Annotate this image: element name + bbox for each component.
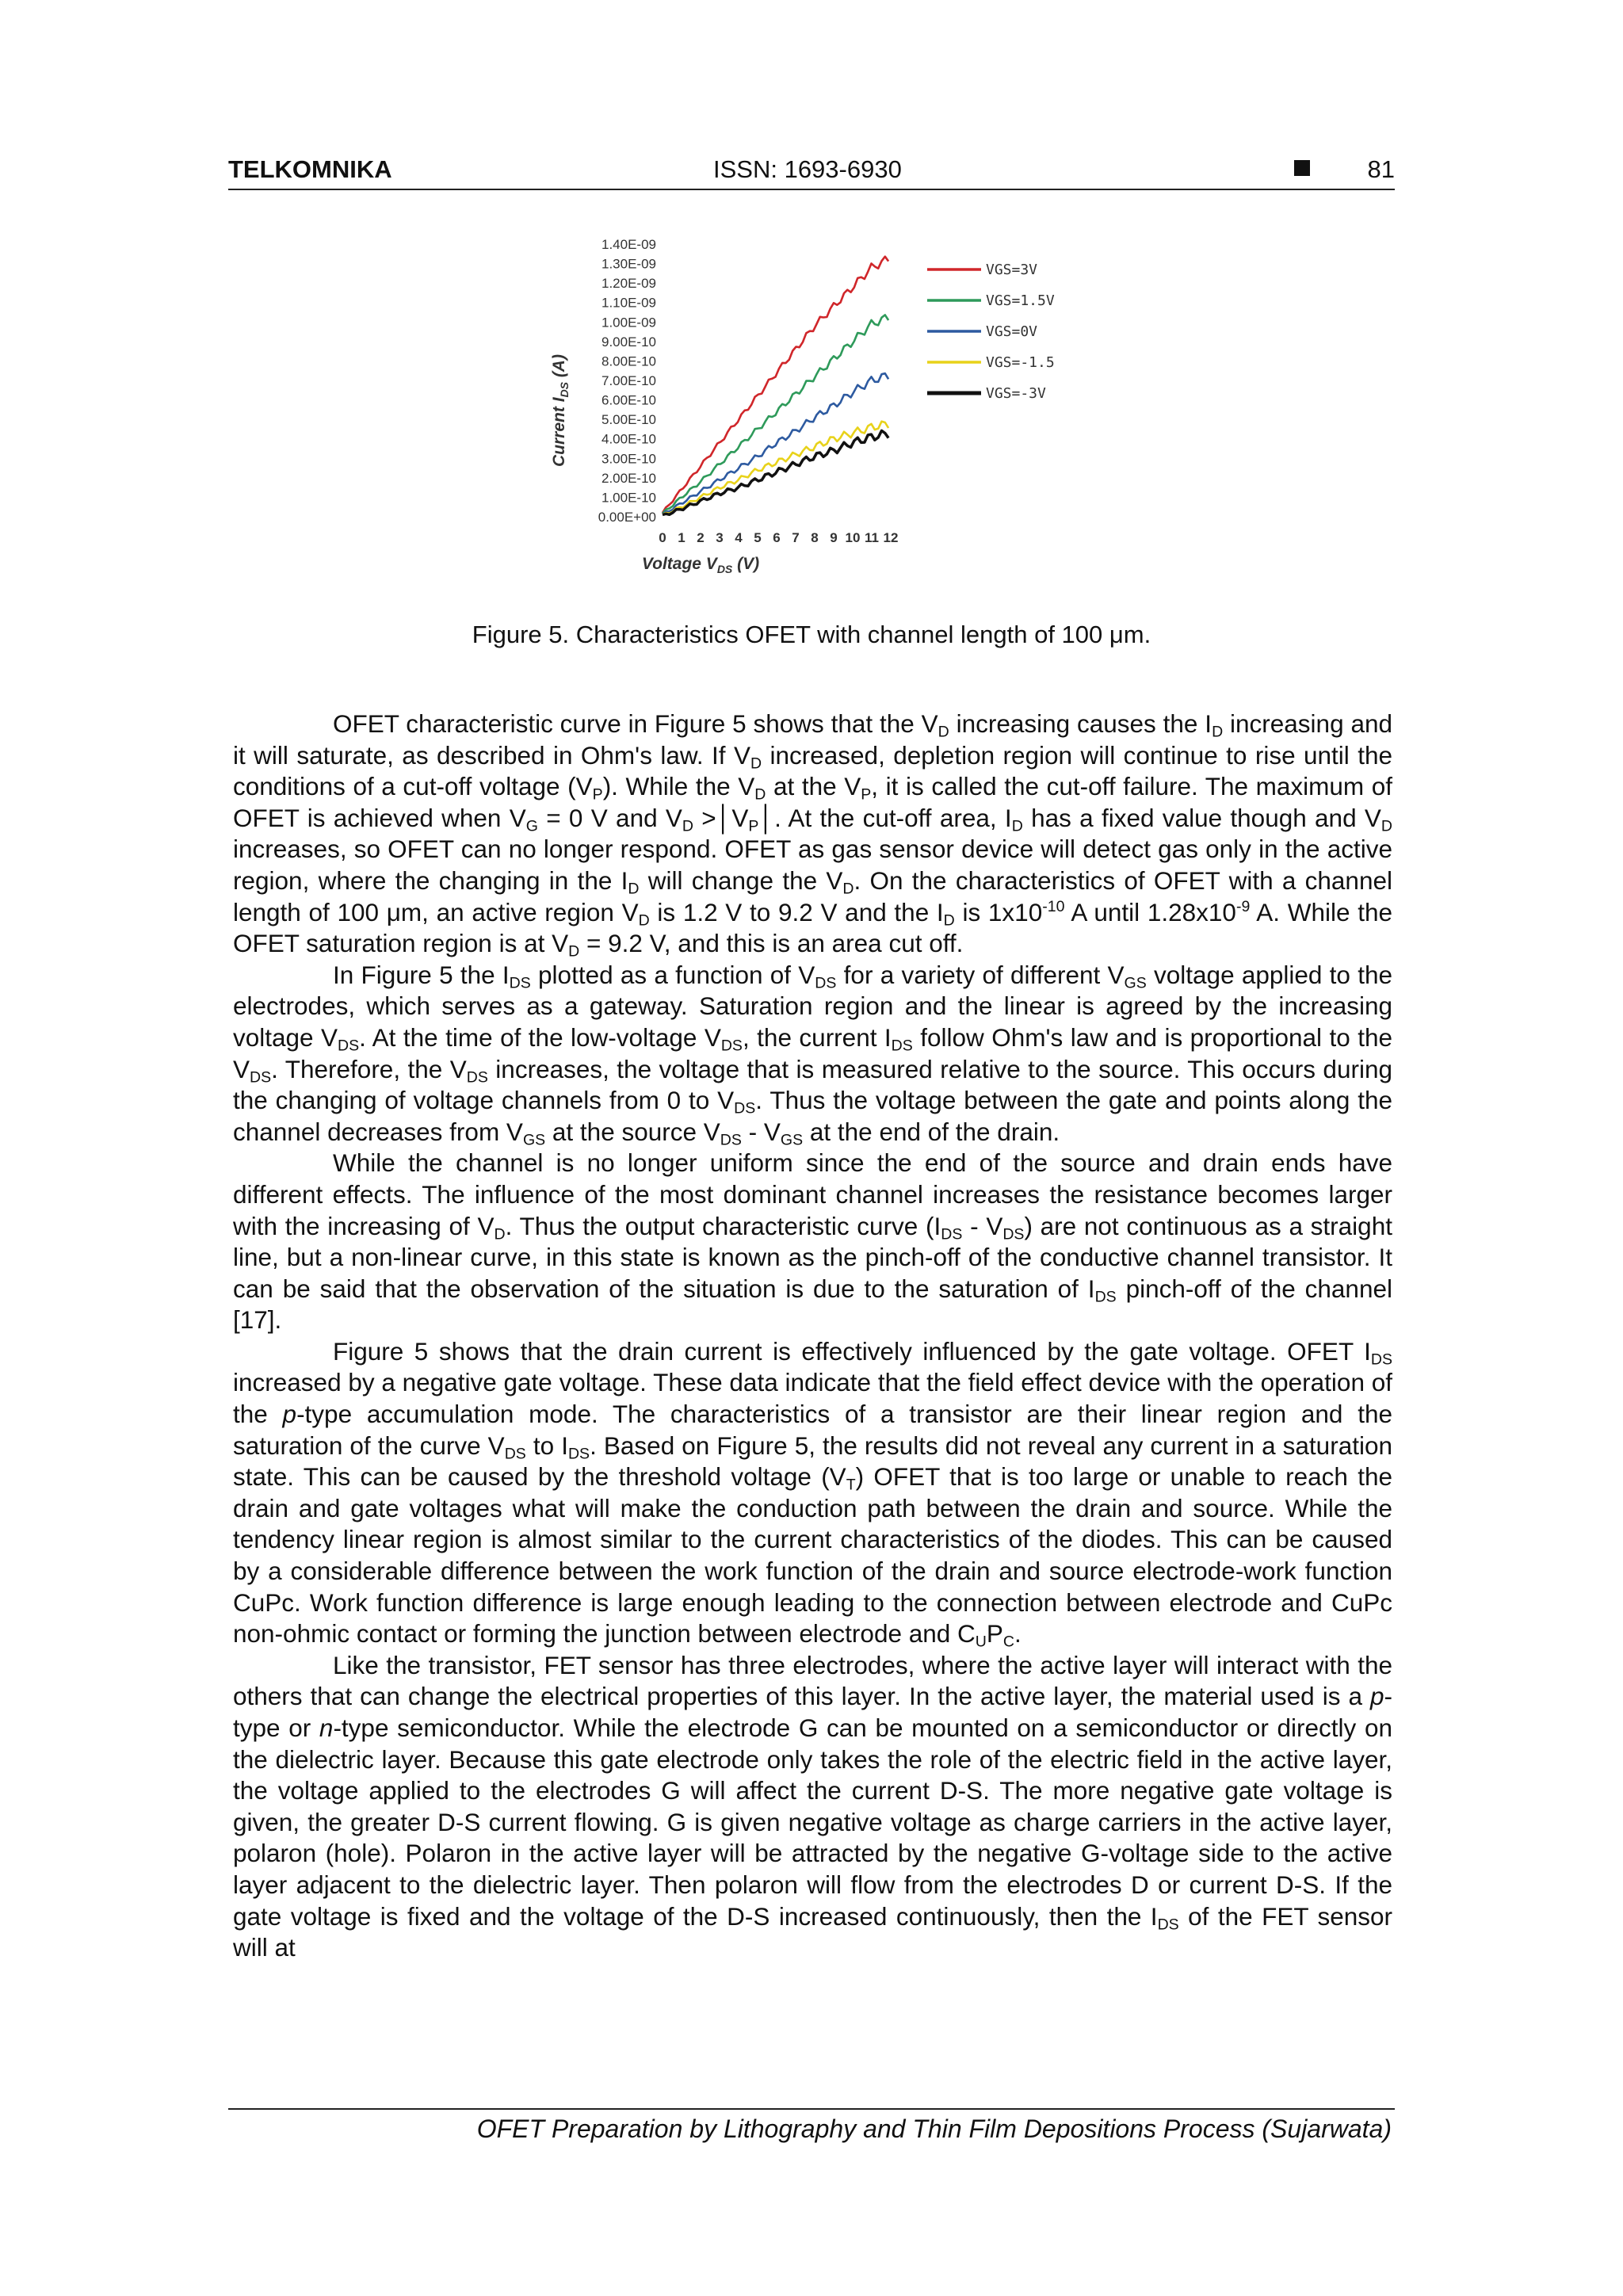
y-axis-title: Current $I_{DS}$ (A) [550,354,571,467]
y-tick-label: 1.20E-09 [601,276,656,292]
x-tick-label: 12 [883,530,899,545]
y-tick-label: 1.30E-09 [601,256,656,272]
footer-rule [228,2108,1395,2110]
x-axis-title: Voltage $V_{DS}$ (V) [641,555,760,575]
y-tick-label: 1.40E-09 [601,237,656,252]
legend-label: VGS=-3V [986,385,1046,402]
y-tick-label: 0.00E+00 [598,510,656,525]
y-tick-label: 2.00E-10 [601,470,656,486]
x-tick-label: 9 [830,530,838,545]
running-title: OFET Preparation by Lithography and Thin Film Depositions Process (Sujarwata) [476,2115,1392,2143]
y-tick-label: 4.00E-10 [601,431,656,447]
x-tick-label: 6 [773,530,781,545]
x-tick-label: 11 [865,530,879,545]
x-tick-label: 2 [697,530,705,545]
series-line-2 [663,373,888,514]
y-tick-label: 6.00E-10 [601,392,656,408]
x-tick-label: 10 [845,530,861,545]
x-tick-label: 8 [811,530,819,545]
y-tick-label: 3.00E-10 [601,451,656,467]
x-tick-label: 7 [792,530,800,545]
figure-caption: Figure 5. Characteristics OFET with channel length of 100 μm. [472,621,1151,648]
ids-vds-chart [523,230,1125,594]
y-tick-label: 1.10E-09 [601,295,656,311]
x-tick-label: 5 [754,530,762,545]
y-tick-label: 1.00E-10 [601,490,656,506]
x-tick-label: 3 [716,530,724,545]
header-rule [228,189,1395,190]
y-tick-label: 9.00E-10 [601,334,656,350]
page-number: 81 [1367,155,1395,183]
paragraph: Like the transistor, FET sensor has three electrodes, where the active layer will interact with the others that can change the electrical properties of this layer. In the active layer, the material used is a p-type or n-type semiconductor. While the electrode G can be mounted on a semiconductor or directly on the dielectric layer. Because this gate electrode only takes the role of the electric field in the active layer, the voltage applied to the electrodes G will affect the current D-S. The more negative gate voltage is given, the greater D-S current flowing. G is given negative voltage as charge carriers in the active layer, polaron (hole). Polaron in the active layer will be attracted by the negative G-voltage side to the active layer adjacent to the dielectric layer. Then polaron will flow from the electrodes D or current D-S. If the gate voltage is fixed and the voltage of the D-S increased continuously, then the $I_{DS}$ of the FET sensor will at [233,1650,1392,1962]
y-tick-label: 1.00E-09 [601,315,656,330]
journal-name: TELKOMNIKA [228,155,392,183]
legend-label: VGS=3V [986,262,1038,278]
legend-label: VGS=0V [986,323,1038,340]
legend-label: VGS=1.5V [986,292,1055,309]
paragraph: In Figure 5 the $I_{DS}$ plotted as a function of $V_{DS}$ for a variety of different $V_{GS}$ voltage applied to the electrodes, which serves as a gateway. Saturation region and the linear is agreed by the increasing voltage $V_{DS}$. At the time of the low-voltage $V_{DS}$, the current $I_{DS}$ follow Ohm's law and is proportional to the $V_{DS}$. Therefore, the $V_{DS}$ increases, the voltage that is measured relative to the source. This occurs during the changing of voltage channels from 0 to $V_{DS}$. Thus the voltage between the gate and points along the channel decreases from $V_{GS}$ at the source $V_{DS} - V_{GS}$ at the end of the drain. [233,960,1393,1149]
body-text [233,709,1392,1964]
series-line-1 [663,315,888,514]
page-header [228,155,1395,187]
paragraph: While the channel is no longer uniform since the end of the source and drain ends have different effects. The influence of the most dominant channel increases the resistance becomes larger with the increasing of $V_D$. Thus the output characteristic curve $(I_{DS} - V_{DS})$ are not continuous as a straight line, but a non-linear curve, in this state is known as the pinch-off of the conductive channel transistor. It can be said that the observation of the situation is due to the saturation of $I_{DS}$ pinch-off of the channel [17]. [233,1148,1392,1335]
paragraph: Figure 5 shows that the drain current is effectively influenced by the gate voltage. OFET $I_{DS}$ increased by a negative gate voltage. These data indicate that the field effect device with the operation of the p-type accumulation mode. The characteristics of a transistor are their linear region and the saturation of the curve $V_{DS}$ to $I_{DS}$. Based on Figure 5, the results did not reveal any current in a saturation state. This can be caused by the threshold voltage $(V_T)$ OFET that is too large or unable to reach the drain and gate voltages what will make the conduction path between the drain and source. While the tendency linear region is almost similar to the current characteristics of the diodes. This can be caused by a considerable difference between the work function of the drain and source electrode-work function CuPc. Work function difference is large enough leading to the connection between electrode and CuPc non-ohmic contact or forming the junction between electrode and $C_UP_C$. [233,1336,1392,1651]
x-tick-label: 4 [735,530,743,545]
square-bullet-icon [1294,160,1310,176]
series-line-3 [663,422,888,514]
y-tick-label: 7.00E-10 [601,373,656,388]
y-tick-label: 5.00E-10 [601,412,656,428]
legend-label: VGS=-1.5 [986,354,1055,371]
figure-5 [523,230,1125,594]
y-tick-label: 8.00E-10 [601,353,656,369]
paragraph: OFET characteristic curve in Figure 5 shows that the $V_D$ increasing causes the $I_D$ increasing and it will saturate, as described in Ohm's law. If $V_D$ increased, depletion region will continue to rise until the conditions of a cut-off voltage $(V_P)$. While the $V_D$ at the $V_P$, it is called the cut-off failure. The maximum of OFET is achieved when $V_G = 0$ V and $V_D$ $>│V_P│$. At the cut-off area, $I_D$ has a fixed value though and $V_D$ increases, so OFET can no longer respond. OFET as gas sensor device will detect gas only in the active region, where the changing in the $I_D$ will change the $V_D$. On the characteristics of OFET with a channel length of 100 μm, an active region $V_D$ is 1.2 V to 9.2 V and the $I_D$ is $1x10^{-10}$ A until $1.28x10^{-9}$ A. While the OFET saturation region is at $V_D = 9.2$ V, and this is an area cut off. [233,709,1393,961]
x-tick-label: 1 [678,530,685,545]
issn: ISSN: 1693-6930 [713,155,902,183]
x-tick-label: 0 [659,530,666,545]
